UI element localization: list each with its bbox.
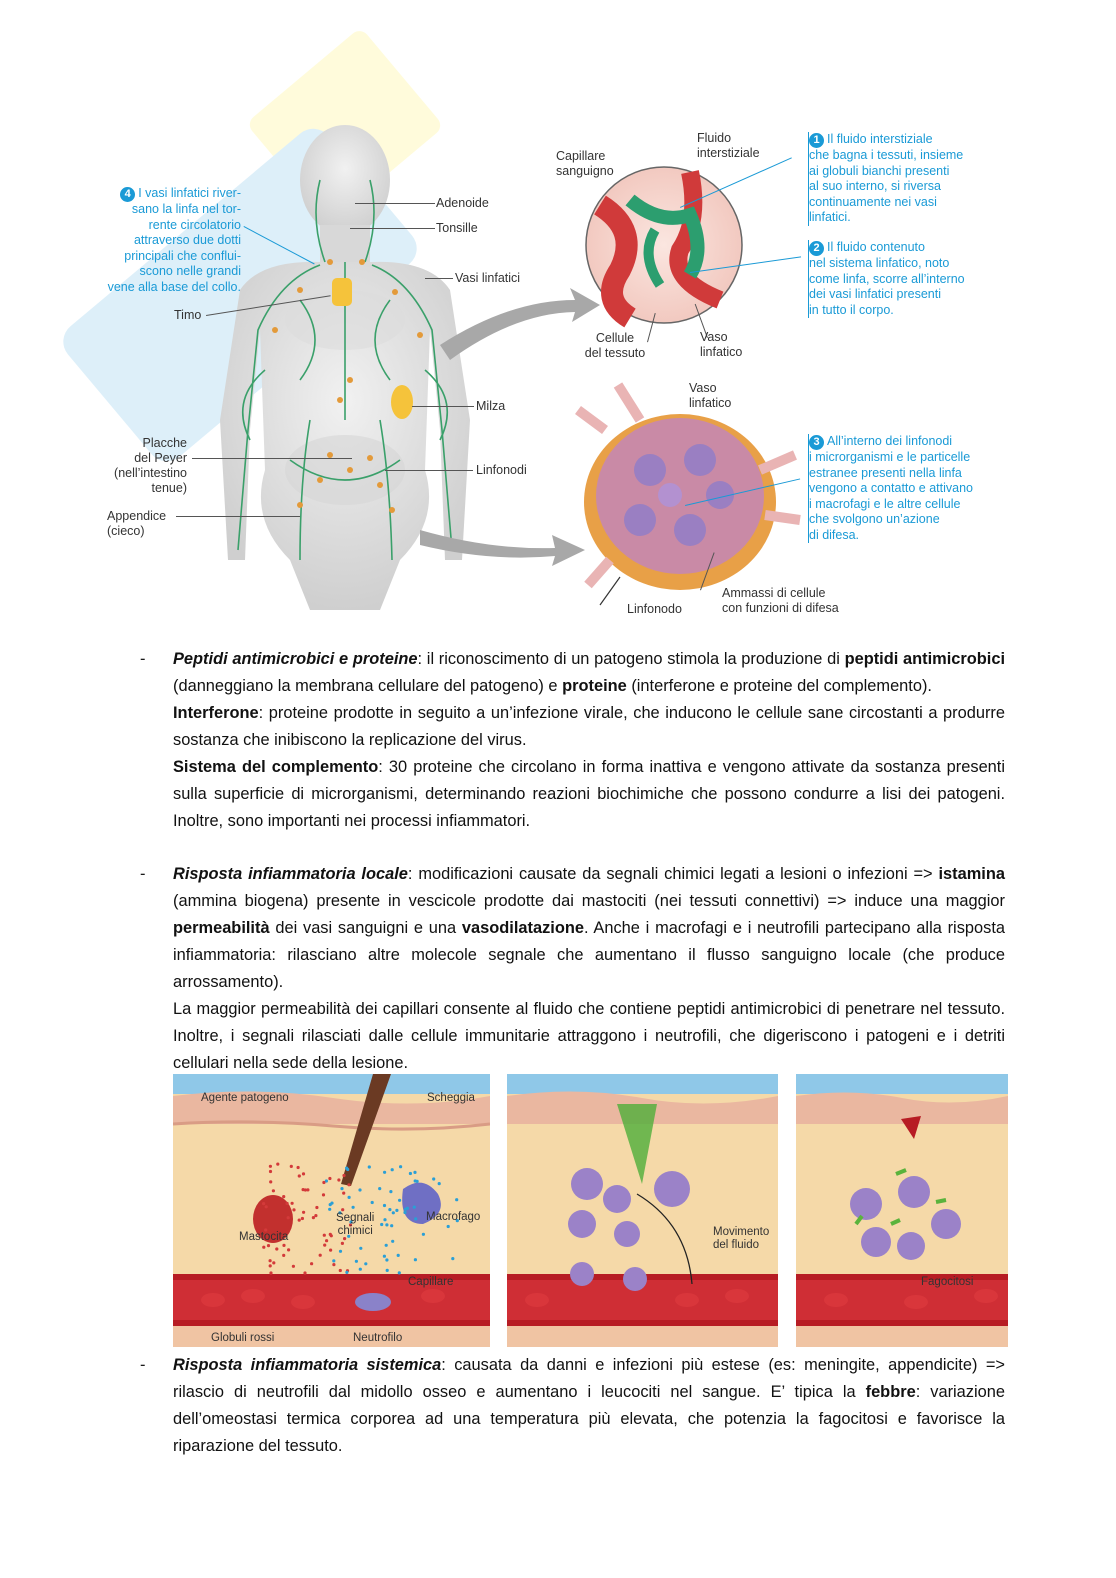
- signal-dot: [272, 1189, 275, 1192]
- signal-dot: [403, 1211, 406, 1214]
- text-section-2: [173, 861, 1005, 1077]
- label-line: interstiziale: [697, 146, 760, 160]
- signal-dot: [286, 1202, 289, 1205]
- label-line: Movimento: [713, 1226, 770, 1238]
- label-scheggia: Scheggia: [427, 1092, 475, 1104]
- leader-line: [355, 203, 435, 204]
- signal-dot: [355, 1260, 358, 1263]
- signal-dot: [323, 1234, 326, 1237]
- lymph-node-detail: [578, 385, 800, 605]
- text-section-1: [173, 646, 1005, 835]
- text-span: (ammina biogena) presente in vescicole prodotte dai mastociti (nei tessuti connettivi) => induce una maggior: [173, 892, 1005, 910]
- paragraph-interferone: [173, 700, 1005, 754]
- note-3-line: [809, 434, 1009, 450]
- label-ammassi: [722, 586, 839, 616]
- signal-dot: [287, 1216, 290, 1219]
- spleen: [391, 385, 413, 419]
- signal-dot: [414, 1217, 417, 1220]
- signal-dot: [301, 1217, 304, 1220]
- signal-dot: [392, 1211, 395, 1214]
- signal-dot: [292, 1265, 295, 1268]
- label-segnali: [336, 1212, 374, 1238]
- signal-dot: [385, 1223, 388, 1226]
- note-4-line: rente circolatorio: [148, 217, 241, 232]
- signal-dot: [383, 1204, 386, 1207]
- note-4-line: attraverso due dotti: [133, 233, 241, 247]
- signal-dot: [325, 1239, 328, 1242]
- note-3-line: vengono a contatto e attivano: [809, 481, 974, 495]
- label-macrofago: Macrofago: [426, 1211, 481, 1223]
- panel-2-illustration: [507, 1074, 778, 1347]
- label-vasi-linfatici: Vasi linfatici: [455, 271, 521, 285]
- inflammation-panel-3: [796, 1074, 1008, 1347]
- signal-dot: [302, 1172, 305, 1175]
- signal-dot: [438, 1182, 441, 1185]
- label-milza: Milza: [476, 399, 506, 413]
- signal-dot: [328, 1177, 331, 1180]
- label-tonsille: Tonsille: [436, 221, 478, 235]
- leader-line: [412, 406, 474, 407]
- signal-dot: [406, 1207, 409, 1210]
- note-text: Il fluido interstiziale: [827, 132, 933, 146]
- label-line: tenue): [151, 481, 187, 495]
- paragraph-infiammatoria-locale: [173, 861, 1005, 996]
- note-2-line: nel sistema linfatico, noto: [809, 256, 950, 270]
- note-1-line: al suo interno, si riversa: [809, 179, 942, 193]
- signal-dot: [329, 1203, 332, 1206]
- leader-line: [425, 278, 453, 279]
- signal-dot: [413, 1206, 416, 1209]
- signal-dot: [339, 1250, 342, 1253]
- signal-dot: [297, 1166, 300, 1169]
- text-section-3: [173, 1352, 1005, 1460]
- signal-dot: [447, 1225, 450, 1228]
- text-span: : il riconoscimento di un patogeno stimola la produzione di: [417, 650, 845, 668]
- signal-dot: [389, 1190, 392, 1193]
- note-2-line: dei vasi linfatici presenti: [809, 287, 942, 301]
- note-4-line: principali che conflui-: [124, 248, 241, 263]
- bold-span: permeabilità: [173, 919, 270, 937]
- arrow-to-capillary: [440, 288, 600, 360]
- note-text: I vasi linfatici river-: [138, 186, 241, 200]
- signal-dot: [332, 1263, 335, 1266]
- signal-dot: [368, 1165, 371, 1168]
- paragraph-infiammatoria-sistemica: [173, 1352, 1005, 1460]
- label-line: con funzioni di difesa: [722, 601, 839, 615]
- signal-dot: [364, 1262, 367, 1265]
- signal-dot: [422, 1233, 425, 1236]
- text-span: : proteine prodotte in seguito a un’infezione virale, che inducono le cellule sane circostanti a produrre sostanza che inibiscono la replicazione del virus.: [173, 704, 1005, 749]
- signal-dot: [269, 1259, 272, 1262]
- signal-dot: [262, 1202, 265, 1205]
- note-text: All’interno dei linfonodi: [827, 434, 953, 448]
- signal-dot: [323, 1244, 326, 1247]
- signal-dot: [386, 1269, 389, 1272]
- signal-dot: [328, 1208, 331, 1211]
- label-line: sanguigno: [556, 164, 614, 178]
- note-4-line: scono nelle grandi: [139, 264, 241, 278]
- signal-dot: [315, 1206, 318, 1209]
- bold-span: istamina: [938, 865, 1005, 883]
- signal-dot: [378, 1187, 381, 1190]
- signal-dot: [291, 1202, 294, 1205]
- note-2-line: [809, 240, 1009, 256]
- label-placche: [100, 436, 187, 496]
- signal-dot: [303, 1271, 306, 1274]
- text-span: : modificazioni causate da segnali chimici legati a lesioni o infezioni =>: [407, 865, 939, 883]
- text-span: . Anche i macrofagi e i neutrofili partecipano alla risposta infiammatoria: rilasciano altre molecole segnale che aumentano il flusso sanguigno locale (che produce arrossamento).: [173, 919, 1005, 991]
- label-line: del tessuto: [584, 346, 646, 360]
- signal-dot: [282, 1195, 285, 1198]
- bold-span: febbre: [865, 1383, 916, 1401]
- signal-dot: [409, 1172, 412, 1175]
- signal-dot: [383, 1171, 386, 1174]
- signal-dot: [371, 1201, 374, 1204]
- paragraph-permeabilita: [173, 996, 1005, 1077]
- signal-dot: [329, 1233, 332, 1236]
- thymus: [332, 278, 352, 306]
- signal-dot: [329, 1249, 332, 1252]
- bold-span: peptidi antimicrobici: [844, 650, 1005, 668]
- signal-dot: [292, 1208, 295, 1211]
- text-span: La maggior permeabilità dei capillari consente al fluido che contiene peptidi antimicrobici di penetrare nel tessuto. Inoltre, i segnali rilasciati dalle cellule immunitarie attraggono i neutrofili, che digeriscono i patogeni e i detriti cellulari nella sede della lesione.: [173, 1000, 1005, 1072]
- label-line: Vaso: [700, 330, 728, 344]
- signal-dot: [322, 1193, 325, 1196]
- note-3-line: i microrganismi e le particelle: [809, 450, 971, 464]
- label-line: (cieco): [107, 524, 145, 538]
- note-2-line: come linfa, scorre all’interno: [809, 271, 965, 286]
- label-line: linfatico: [689, 396, 732, 410]
- note-1-line: che bagna i tessuti, insieme: [809, 148, 964, 162]
- signal-dot: [342, 1192, 345, 1195]
- signal-dot: [269, 1271, 272, 1274]
- note-1-line: linfatici.: [809, 210, 851, 224]
- label-fagocitosi: Fagocitosi: [921, 1276, 974, 1288]
- inflammation-panel-1: [173, 1074, 490, 1347]
- label-line: Placche: [142, 436, 187, 450]
- signal-dot: [352, 1206, 355, 1209]
- signal-dot: [269, 1170, 272, 1173]
- signal-dot: [347, 1183, 350, 1186]
- bullet-dash: -: [140, 1356, 146, 1374]
- signal-dot: [395, 1209, 398, 1212]
- label-line: del Peyer: [134, 451, 187, 465]
- signal-dot: [388, 1208, 391, 1211]
- bold-span: vasodilatazione: [461, 919, 584, 937]
- signal-dot: [399, 1165, 402, 1168]
- signal-dot: [262, 1246, 265, 1249]
- label-linfonodo: Linfonodo: [627, 602, 682, 616]
- signal-dot: [413, 1171, 416, 1174]
- signal-dot: [298, 1219, 301, 1222]
- bullet-dash: -: [140, 650, 146, 668]
- label-line: Segnali: [336, 1212, 375, 1224]
- signal-dot: [391, 1240, 394, 1243]
- note-1-line: [809, 132, 1009, 148]
- leader-line: [350, 228, 435, 229]
- note-3-line: che svolgono un’azione: [809, 512, 940, 526]
- label-line: Fluido: [697, 131, 732, 145]
- label-line: chimici: [337, 1225, 373, 1237]
- signal-dot: [398, 1271, 401, 1274]
- label-cellule: [580, 331, 650, 361]
- note-4-line: vene alla base del collo.: [107, 279, 241, 294]
- signal-dot: [314, 1214, 317, 1217]
- label-line: linfatico: [700, 345, 743, 359]
- label-line: Cellule: [595, 331, 635, 345]
- note-2: [808, 240, 1009, 318]
- note-2-line: in tutto il corpo.: [809, 302, 894, 317]
- signal-dot: [310, 1262, 313, 1265]
- signal-dot: [269, 1165, 272, 1168]
- leader-line: [192, 458, 352, 459]
- note-4-line: [85, 186, 241, 202]
- label-line: Capillare: [556, 149, 606, 163]
- term-locale: Risposta infiammatoria locale: [173, 865, 408, 883]
- label-globuli-rossi: Globuli rossi: [211, 1332, 275, 1344]
- signal-dot: [455, 1198, 458, 1201]
- text-span: : 30 proteine che circolano in forma inattiva e vengono attivate da sostanza presenti sulla superficie di microrganismi, determinando reazioni biochimiche che possono condurre a lisi dei patogeni. Inoltre, sono importanti nei processi infiammatori.: [173, 758, 1005, 830]
- signal-dot: [358, 1188, 361, 1191]
- label-vaso: [700, 330, 742, 360]
- note-number: 4: [120, 187, 135, 202]
- text-span: : variazione dell’omeostasi termica corporea ad una temperatura più elevata, che potenzia la fagocitosi e favorisce la riparazione del tessuto.: [173, 1383, 1005, 1455]
- signal-dot: [287, 1248, 290, 1251]
- label-capillare: [556, 149, 614, 179]
- label-line: (nell’intestino: [114, 466, 187, 480]
- signal-dot: [332, 1259, 335, 1262]
- term-interferone: Interferone: [173, 704, 259, 722]
- lymphatic-system-figure: [0, 0, 1116, 630]
- note-4: [85, 186, 241, 295]
- label-adenoide: Adenoide: [436, 196, 489, 210]
- label-vaso-2: [689, 381, 731, 411]
- signal-dot: [282, 1244, 285, 1247]
- term-complemento: Sistema del complemento: [173, 758, 379, 776]
- signal-dot: [359, 1247, 362, 1250]
- signal-dot: [341, 1242, 344, 1245]
- signal-dot: [345, 1271, 348, 1274]
- signal-dot: [390, 1224, 393, 1227]
- signal-dot: [391, 1168, 394, 1171]
- signal-dot: [265, 1205, 268, 1208]
- signal-dot: [380, 1223, 383, 1226]
- paragraph-peptidi: [173, 646, 1005, 700]
- label-agente-patogeno: Agente patogeno: [201, 1092, 289, 1104]
- signal-dot: [383, 1255, 386, 1258]
- term-sistemica: Risposta infiammatoria sistemica: [173, 1356, 442, 1374]
- signal-dot: [383, 1218, 386, 1221]
- signal-dot: [337, 1178, 340, 1181]
- signal-dot: [282, 1254, 285, 1257]
- text-span: : causata da danni e infezioni più estese (es: meningite, appendicite) => rilascio di neutrofili dal midollo osseo e aumentano i leucociti nel sangue. E’ tipica la: [173, 1356, 1005, 1401]
- text-span: dei vasi sanguigni e una: [269, 919, 462, 937]
- leader-line: [176, 516, 300, 517]
- signal-dot: [451, 1257, 454, 1260]
- signal-dot: [298, 1174, 301, 1177]
- signal-dot: [312, 1216, 315, 1219]
- signal-dot: [359, 1268, 362, 1271]
- signal-dot: [339, 1269, 342, 1272]
- signal-dot: [340, 1187, 343, 1190]
- note-3-line: i macrofagi e le altre cellule: [809, 496, 961, 511]
- note-1-line: continuamente nei vasi: [809, 194, 937, 209]
- signal-dot: [385, 1244, 388, 1247]
- signal-dot: [302, 1211, 305, 1214]
- label-movimento: [713, 1226, 769, 1252]
- signal-dot: [414, 1258, 417, 1261]
- signal-dot: [414, 1179, 417, 1182]
- bold-span: proteine: [562, 677, 627, 695]
- signal-dot: [432, 1177, 435, 1180]
- signal-dot: [398, 1199, 401, 1202]
- signal-dot: [275, 1247, 278, 1250]
- inflammation-panel-2: [507, 1074, 778, 1347]
- signal-dot: [276, 1163, 279, 1166]
- label-neutrofilo: Neutrofilo: [353, 1332, 403, 1344]
- signal-dot: [272, 1261, 275, 1264]
- label-line: Vaso: [689, 381, 717, 395]
- label-line: del fluido: [713, 1239, 760, 1251]
- note-4-line: sano la linfa nel tor-: [131, 202, 241, 216]
- signal-dot: [348, 1196, 351, 1199]
- signal-dot: [304, 1188, 307, 1191]
- note-3-line: estranee presenti nella linfa: [809, 465, 962, 480]
- signal-dot: [345, 1167, 348, 1170]
- panel-3-illustration: [796, 1074, 1008, 1347]
- signal-dot: [269, 1180, 272, 1183]
- label-line: Ammassi di cellule: [722, 586, 826, 600]
- term-peptidi: Peptidi antimicrobici e proteine: [173, 650, 418, 668]
- text-span: (interferone e proteine del complemento).: [626, 677, 932, 695]
- signal-dot: [290, 1165, 293, 1168]
- signal-dot: [397, 1254, 400, 1257]
- note-1-line: ai globuli bianchi presenti: [809, 163, 950, 178]
- text-span: (danneggiano la membrana cellulare del patogeno) e: [173, 677, 563, 695]
- signal-dot: [322, 1181, 325, 1184]
- note-number: 1: [809, 133, 824, 148]
- leader-line: [385, 470, 473, 471]
- signal-dot: [385, 1258, 388, 1261]
- signal-dot: [341, 1208, 344, 1211]
- note-text: Il fluido contenuto: [827, 240, 925, 254]
- label-mastocita: Mastocita: [239, 1231, 289, 1243]
- label-appendice: [107, 509, 166, 539]
- note-number: 3: [809, 435, 824, 450]
- note-3-line: di difesa.: [809, 527, 860, 542]
- label-fluido: [697, 131, 760, 161]
- signal-dot: [342, 1174, 345, 1177]
- label-linfonodi: Linfonodi: [476, 463, 527, 477]
- note-number: 2: [809, 241, 824, 256]
- note-1: [808, 132, 1009, 226]
- signal-dot: [319, 1254, 322, 1257]
- note-3: [808, 434, 1009, 543]
- signal-dot: [267, 1244, 270, 1247]
- bullet-dash: -: [140, 865, 146, 883]
- label-timo: Timo: [174, 308, 202, 322]
- label-line: Appendice: [107, 509, 167, 523]
- label-capillare: Capillare: [408, 1276, 454, 1288]
- signal-dot: [269, 1264, 272, 1267]
- paragraph-complemento: [173, 754, 1005, 835]
